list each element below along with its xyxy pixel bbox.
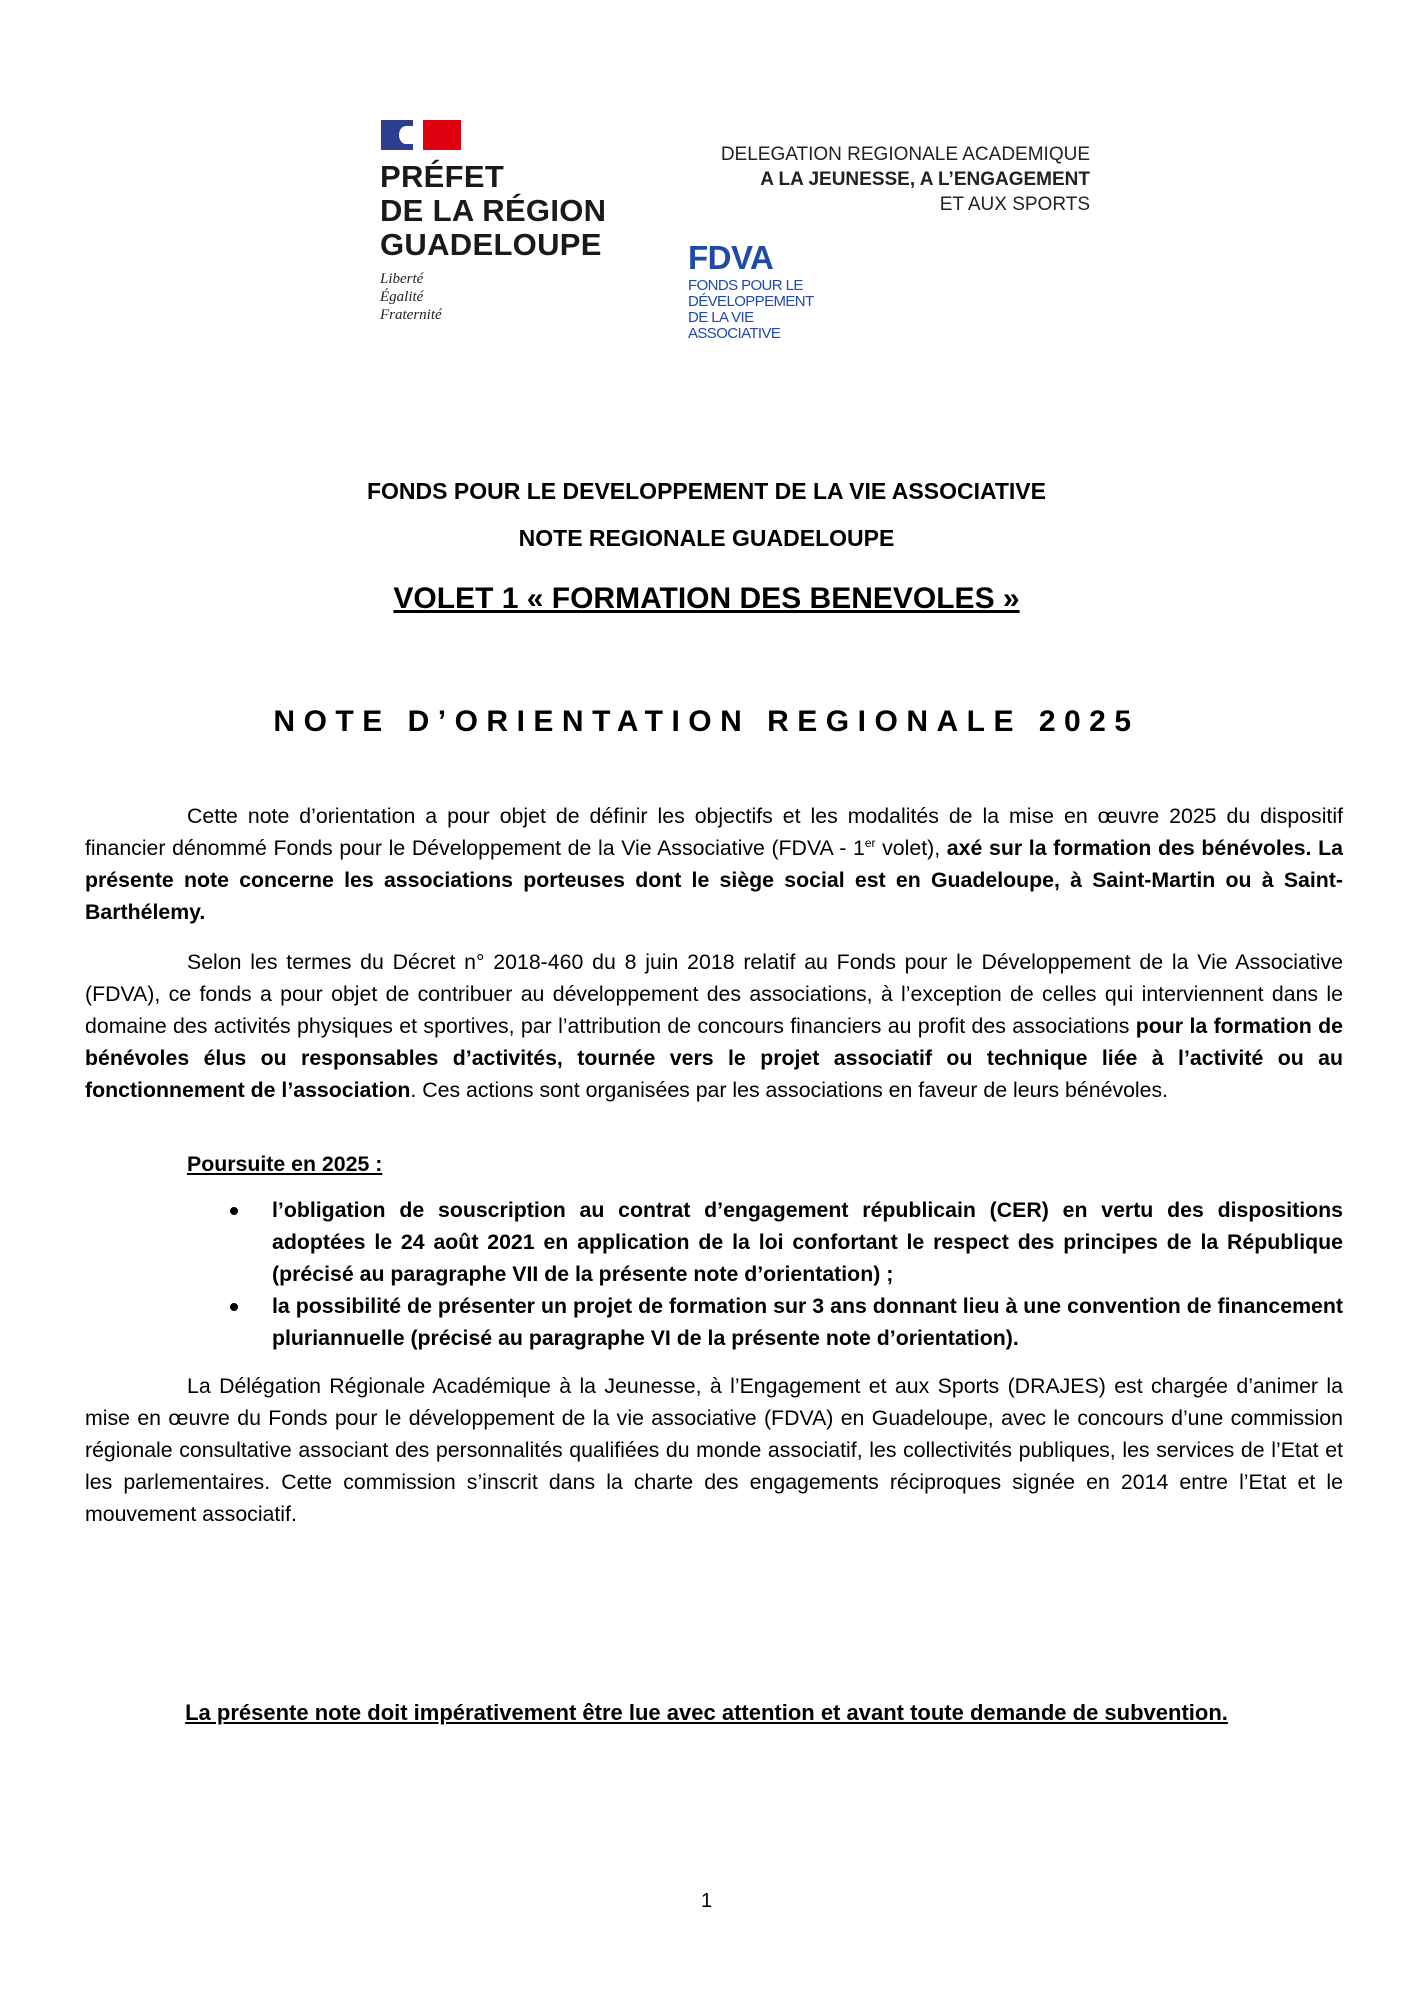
fdva-subtitle-line: DÉVELOPPEMENT [688,293,814,310]
poursuite-list [226,1194,1343,1354]
prefet-logo-line: PRÉFET [380,159,505,194]
fdva-subtitle-line: ASSOCIATIVE [688,325,781,342]
decree-paragraph [85,946,1343,1106]
fdva-subtitle-line: DE LA VIE [688,309,754,326]
poursuite-heading: Poursuite en 2025 : [187,1152,383,1176]
paragraph-text: La Délégation Régionale Académique à la Jeunesse, à l’Engagement et aux Sports (DRAJES) est chargée d’animer la mise en œuvre du Fonds pour le développement de la vie associative (FDVA) en Guadeloupe, avec le concours d’une commission régionale consultative associant des personnalités qualifiées du monde associatif, les collectivités publiques, les services de l’Etat et les parlementaires. Cette commission s’inscrit dans la charte des engagements réciproques signée en 2014 entre l’Etat et le mouvement associatif. [85,1374,1343,1526]
document-title-line2: NOTE REGIONALE GUADELOUPE [518,525,895,551]
prefet-logo-line: DE LA RÉGION [380,193,607,228]
bullet-icon [230,1207,238,1215]
paragraph-bold-text: pour la formation de bénévoles élus ou responsables d’activités, tournée vers le projet associatif ou technique liée à l’activité ou au fonctionnement de l’association [85,1014,1343,1102]
list-item-text: la possibilité de présenter un projet de formation sur 3 ans donnant lieu à une convention de financement pluriannuelle (précisé au paragraphe VI de la présente note d’orientation). [272,1294,1343,1350]
drajes-header [640,142,1090,217]
bullet-icon [230,1303,238,1311]
intro-paragraph [85,800,1343,928]
fdva-subtitle-line: FONDS POUR LE [688,277,803,294]
paragraph-text: Selon les termes du Décret n° 2018-460 du 8 juin 2018 relatif au Fonds pour le Développement de la Vie Associative (FDVA), ce fonds a pour objet de contribuer au développement des associations, à l’exception de celles qui interviennent dans le domaine des activités physiques et sportives, par l’attribution de concours financiers au profit des associations [85,950,1343,1038]
warning-notice: La présente note doit impérativement être lue avec attention et avant toute demande de subvention. [185,1700,1228,1725]
drajes-line: DELEGATION REGIONALE ACADEMIQUE [720,144,1090,165]
motto-line: Liberté [380,271,424,287]
list-item [226,1290,1343,1354]
motto-line: Fraternité [380,307,442,323]
page-number: 1 [700,1890,713,1912]
republic-motto [380,270,610,324]
list-item [226,1194,1343,1290]
drajes-line: ET AUX SPORTS [939,194,1090,215]
paragraph-text: . Ces actions sont organisées par les associations en faveur de leurs bénévoles. [410,1078,1169,1102]
drajes-line: A LA JEUNESSE, A L’ENGAGEMENT [760,169,1090,190]
superscript: er [864,835,876,850]
document-title-volet: VOLET 1 « FORMATION DES BENEVOLES » [393,582,1020,615]
motto-line: Égalité [380,289,424,305]
document-main-title: NOTE D’ORIENTATION REGIONALE 2025 [273,705,1140,738]
paragraph-text: Cette note d’orientation a pour objet de définir les objectifs et les modalités de la mise en œuvre 2025 du dispositif financier dénommé Fonds pour le Développement de la Vie Associative (FDVA - 1 [85,804,1343,860]
prefet-logo [380,120,610,324]
document-title-line1: FONDS POUR LE DEVELOPPEMENT DE LA VIE ASSOCIATIVE [366,478,1046,504]
drajes-paragraph [85,1370,1343,1530]
list-item-text: l’obligation de souscription au contrat d’engagement républicain (CER) en vertu des dispositions adoptées le 24 août 2021 en application de la loi confortant le respect des principes de la République (précisé au paragraphe VII de la présente note d’orientation) ; [272,1198,1343,1286]
fdva-logo-subtitle [688,278,814,342]
paragraph-text: volet), [875,836,947,860]
fdva-logo [688,240,814,342]
fdva-logo-title: FDVA [688,239,774,276]
prefet-logo-line: GUADELOUPE [380,227,602,262]
marianne-flag-icon [381,120,461,150]
paragraph-bold-text: axé sur la formation des bénévoles. La présente note concerne les associations porteuses dont le siège social est en Guadeloupe, à Saint-Martin ou à Saint-Barthélemy. [85,836,1343,924]
